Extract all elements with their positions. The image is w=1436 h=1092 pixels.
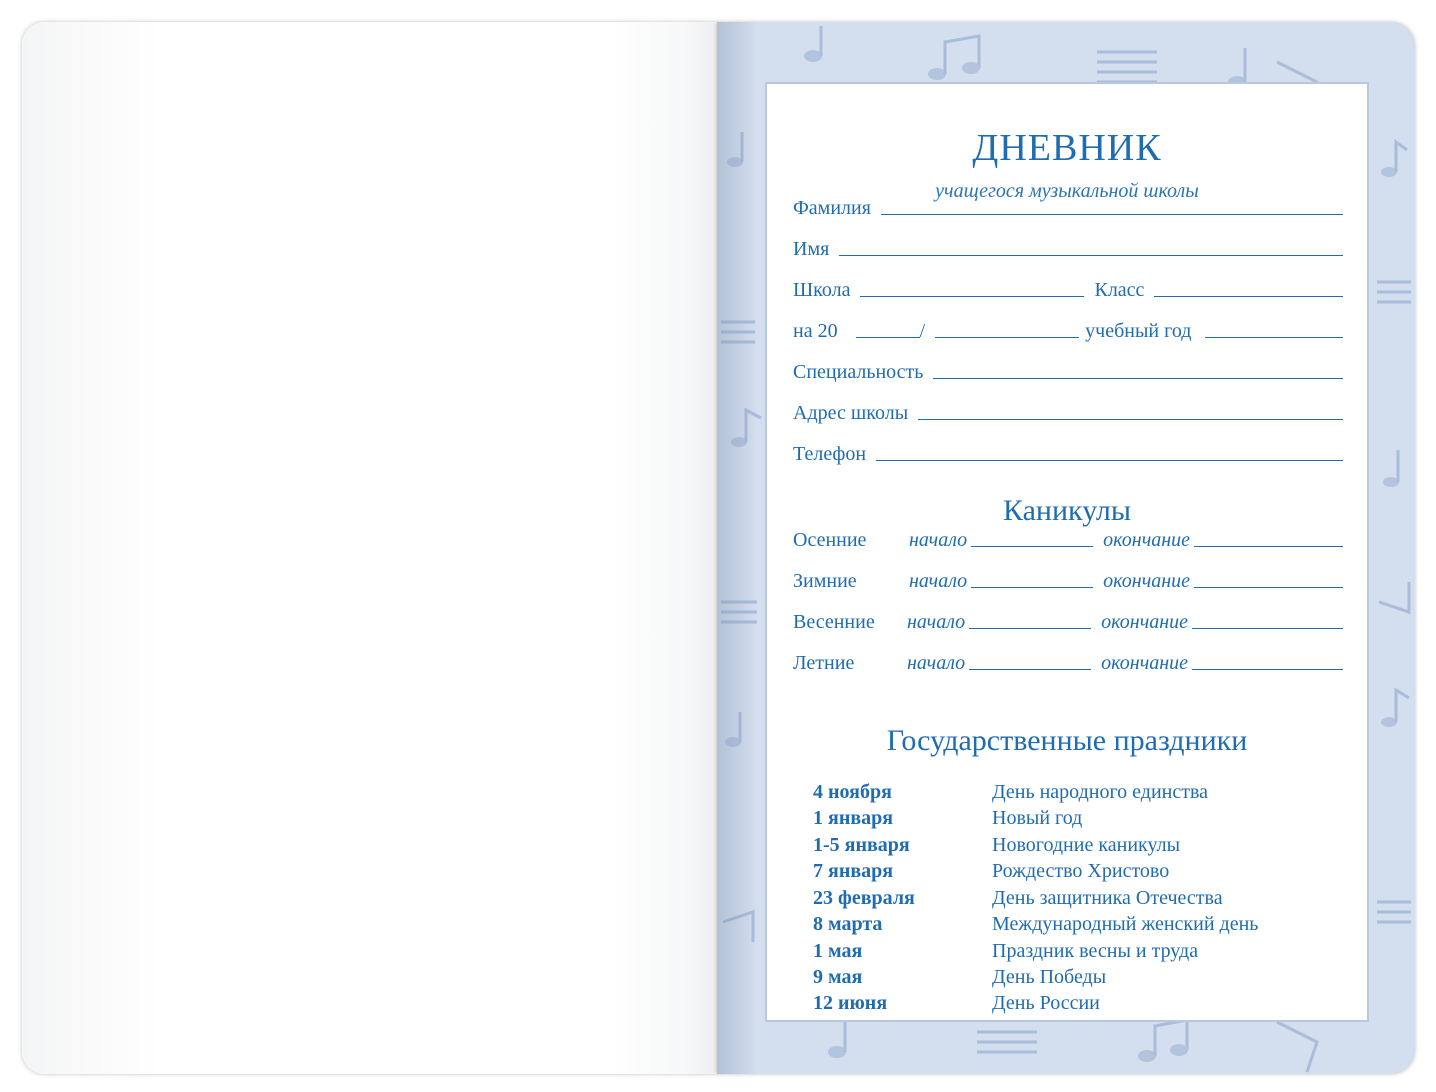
vacation-season: Зимние [793, 570, 857, 592]
year-end-line[interactable] [935, 336, 1079, 338]
vacation-row[interactable] [793, 524, 1343, 552]
vacation-row[interactable] [793, 565, 1343, 593]
vacation-end-label: окончание [1101, 652, 1189, 674]
class-line[interactable] [1154, 295, 1343, 297]
year-prefix-label: на 20 [793, 320, 838, 342]
holiday-date: 23 февраля [813, 887, 915, 909]
vacation-end-line[interactable] [1192, 627, 1343, 629]
year-extra-line[interactable] [1205, 336, 1343, 338]
surname-line[interactable] [881, 213, 1343, 215]
holiday-name: Новогодние каникулы [992, 834, 1181, 856]
diary-title: ДНЕВНИК [972, 127, 1162, 169]
school-address-field[interactable] [793, 397, 1343, 425]
state-holidays-heading: Государственные праздники [886, 724, 1248, 757]
vacation-row[interactable] [793, 606, 1343, 634]
vacation-start-line[interactable] [971, 545, 1093, 547]
name-field[interactable] [793, 233, 1343, 261]
holiday-date: 1 мая [813, 940, 863, 962]
holiday-name: День Победы [992, 966, 1107, 988]
class-label: Класс [1094, 279, 1145, 301]
vacation-start-label: начало [907, 652, 966, 674]
year-slash: / [919, 320, 926, 342]
holiday-name: Международный женский день [992, 913, 1259, 935]
vacation-end-label: окончание [1101, 611, 1189, 633]
vacation-end-line[interactable] [1192, 668, 1343, 670]
holiday-date: 7 января [813, 860, 894, 882]
holiday-date: 1 января [813, 807, 894, 829]
holiday-date: 8 марта [813, 913, 883, 935]
vacation-end-label: окончание [1103, 529, 1191, 551]
holiday-name: День защитника Отечества [992, 887, 1223, 909]
surname-label: Фамилия [793, 197, 871, 219]
surname-field[interactable] [793, 192, 1343, 220]
vacation-end-label: окончание [1103, 570, 1191, 592]
phone-field[interactable] [793, 438, 1343, 466]
school-label: Школа [793, 279, 851, 301]
vacation-start-label: начало [909, 529, 968, 551]
vacation-end-line[interactable] [1194, 545, 1343, 547]
school-address-label: Адрес школы [793, 402, 909, 424]
vacation-season: Летние [793, 652, 855, 674]
holiday-date: 12 июня [813, 992, 888, 1014]
vacation-season: Весенние [793, 611, 875, 633]
name-label: Имя [793, 238, 830, 260]
diary-title-page [717, 22, 1415, 1074]
vacation-end-line[interactable] [1194, 586, 1343, 588]
specialty-field[interactable] [793, 356, 1343, 384]
holiday-name: Рождество Христово [992, 860, 1170, 882]
phone-label: Телефон [793, 443, 867, 465]
vacation-start-label: начало [909, 570, 968, 592]
vacation-start-label: начало [907, 611, 966, 633]
vacation-start-line[interactable] [969, 627, 1091, 629]
phone-line[interactable] [876, 459, 1343, 461]
holiday-name: День России [992, 992, 1100, 1014]
diary-form-card [765, 82, 1369, 1022]
school-field[interactable] [793, 274, 1343, 302]
holiday-name: День народного единства [992, 781, 1209, 803]
vacation-season: Осенние [793, 529, 867, 551]
vacation-start-line[interactable] [969, 668, 1091, 670]
name-line[interactable] [839, 254, 1343, 256]
specialty-line[interactable] [933, 377, 1343, 379]
specialty-label: Специальность [793, 361, 924, 383]
school-line[interactable] [860, 295, 1084, 297]
holiday-date: 4 ноября [813, 781, 892, 803]
spine-shadow [717, 22, 757, 1074]
vacation-row[interactable] [793, 647, 1343, 675]
holiday-date: 1-5 января [813, 834, 910, 856]
school-address-line[interactable] [918, 418, 1343, 420]
holiday-name: Праздник весны и труда [992, 940, 1199, 962]
year-start-line[interactable] [856, 336, 920, 338]
holiday-name: Новый год [992, 807, 1083, 829]
vacation-start-line[interactable] [971, 586, 1093, 588]
holiday-date: 9 мая [813, 966, 863, 988]
blank-left-page [22, 22, 717, 1074]
school-year-field[interactable] [793, 315, 1343, 343]
diary-subtitle: учащегося музыкальной школы [935, 180, 1199, 202]
year-suffix-label: учебный год [1085, 320, 1192, 342]
vacations-heading: Каникулы [1003, 494, 1131, 527]
